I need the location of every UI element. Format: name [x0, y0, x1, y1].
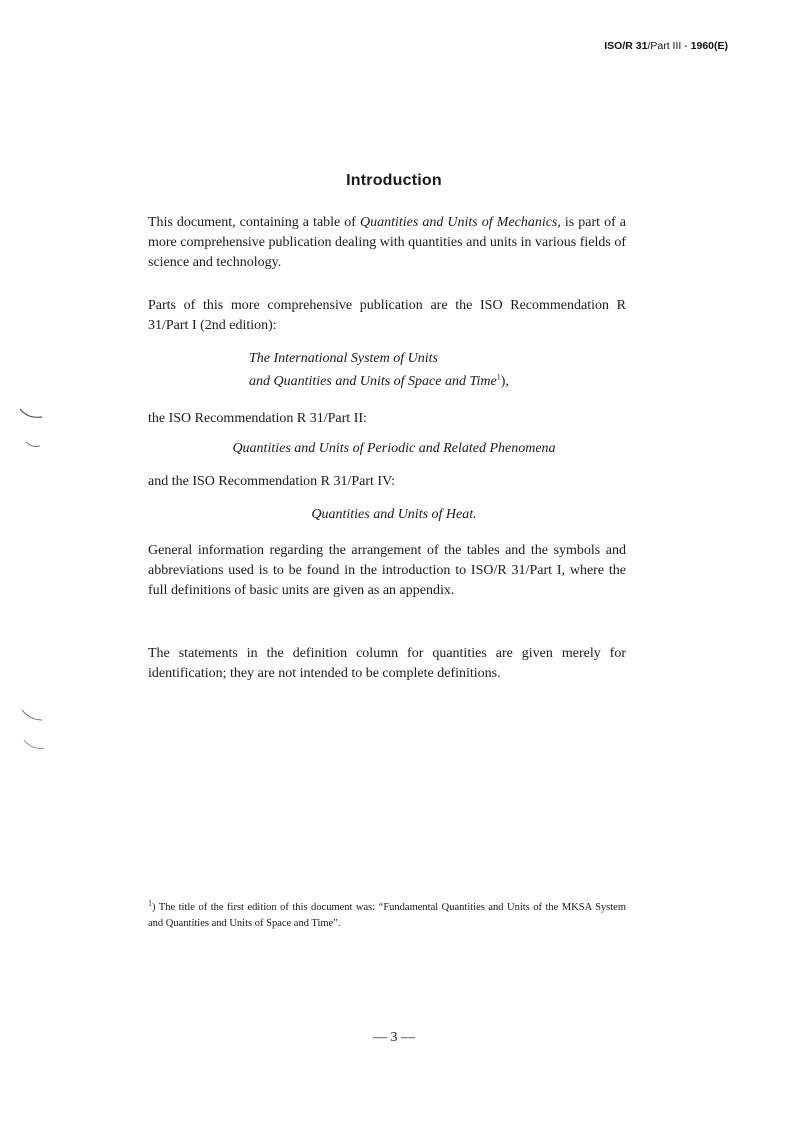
page-number: — 3 —	[373, 1030, 415, 1045]
doc-ref-regular: /Part III -	[647, 40, 691, 52]
paragraph-part2: the ISO Recommendation R 31/Part II:	[148, 411, 367, 426]
doc-ref-bold-b: 1960(E)	[690, 40, 728, 52]
paragraph-intro-text-b: is part of a more comprehensive publication dealing with quantities and units in various fields of science and technology.	[148, 215, 627, 270]
reference-part1-line2	[249, 372, 509, 392]
paragraph-general-info: General information regarding the arrangement of the tables and the symbols and abbreviations used is to be found in the introduction to ISO/R 31/Part I, where the full definitions of basic units are given as an appendix.	[148, 543, 626, 598]
paragraph-intro	[148, 213, 626, 273]
footnote-mark-ref: 1	[496, 372, 501, 382]
margin-mark-3	[20, 708, 46, 726]
paragraph-part4: and the ISO Recommendation R 31/Part IV:	[148, 474, 396, 489]
paragraph-statements: The statements in the definition column for quantities are given merely for identification; they are not intended to be complete definitions.	[148, 646, 626, 681]
paragraph-parts: Parts of this more comprehensive publication are the ISO Recommendation R 31/Part I (2nd edition):	[148, 298, 626, 333]
reference-part1-line2-text: and Quantities and Units of Space and Time	[249, 374, 497, 389]
paragraph-intro-italic: Quantities and Units of Mechanics,	[360, 215, 561, 230]
margin-mark-1	[18, 405, 48, 425]
doc-ref-bold-a: ISO/R 31	[604, 40, 648, 52]
margin-mark-4	[22, 738, 48, 756]
paragraph-intro-text-a: This document, containing a table of	[148, 215, 361, 230]
reference-part1-suffix: ),	[500, 374, 509, 389]
reference-part1-line1: The International System of Units	[249, 351, 438, 366]
reference-part2: Quantities and Units of Periodic and Related Phenomena	[232, 441, 556, 456]
margin-mark-2	[24, 438, 44, 452]
footnote	[148, 900, 626, 932]
footnote-text: The title of the first edition of this document was: “Fundamental Quantities and Units of the MKSA System and Quantities and Units of Space and Time”.	[148, 902, 626, 929]
footnote-mark: 1	[148, 898, 152, 908]
footnote-mark-suffix: )	[152, 902, 156, 913]
reference-part4: Quantities and Units of Heat.	[311, 507, 477, 522]
page-title: Introduction	[346, 172, 442, 189]
document-reference	[604, 40, 728, 52]
